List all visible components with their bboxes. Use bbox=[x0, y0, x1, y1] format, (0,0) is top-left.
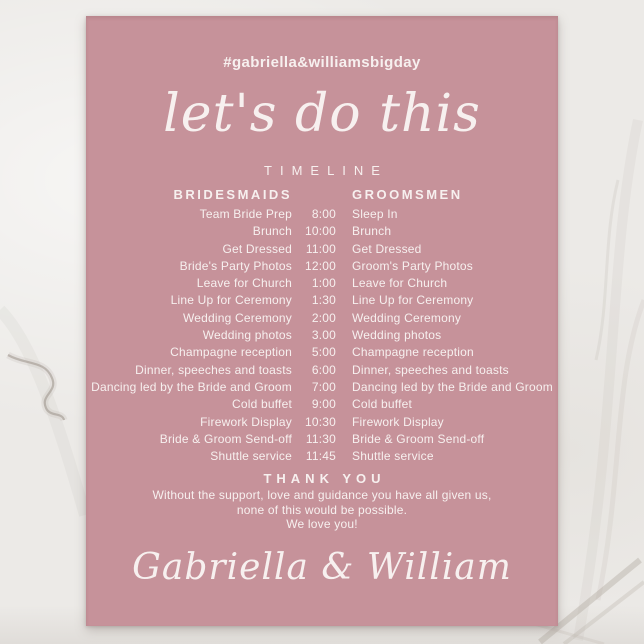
time-value: 10:30 bbox=[304, 414, 336, 429]
bridesmaids-activity: Get Dressed bbox=[222, 241, 292, 256]
bridesmaids-activity: Line Up for Ceremony bbox=[170, 293, 292, 308]
bridesmaids-activity: Shuttle service bbox=[210, 449, 292, 464]
bridesmaids-activity: Dancing led by the Bride and Groom bbox=[91, 379, 292, 394]
time-value: 12:00 bbox=[304, 258, 336, 273]
bridesmaids-activity: Bride's Party Photos bbox=[179, 258, 292, 273]
signature-names: Gabriella & William bbox=[132, 546, 512, 588]
time-value: 11:30 bbox=[305, 431, 336, 446]
timeline-row bbox=[86, 344, 558, 361]
thank-you-line: Without the support, love and guidance you have all given us, bbox=[152, 488, 492, 503]
timeline-row bbox=[86, 327, 558, 344]
bridesmaids-activity: Bride & Groom Send-off bbox=[159, 431, 292, 446]
timeline-rows bbox=[86, 206, 558, 465]
timeline-row bbox=[86, 292, 558, 309]
timeline-row bbox=[86, 431, 558, 448]
thank-you-heading: THANK YOU bbox=[263, 471, 386, 487]
bridesmaids-header: BRIDESMAIDS bbox=[173, 187, 292, 202]
time-value: 1:30 bbox=[311, 293, 336, 308]
timeline-row bbox=[86, 310, 558, 327]
bridesmaids-activity: Wedding Ceremony bbox=[182, 310, 292, 325]
marble-vein-decoration bbox=[0, 300, 100, 520]
groomsmen-activity: Leave for Church bbox=[352, 276, 448, 291]
bridesmaids-activity: Firework Display bbox=[200, 414, 292, 429]
bridesmaids-activity: Wedding photos bbox=[202, 328, 292, 343]
groomsmen-activity: Wedding photos bbox=[352, 328, 442, 343]
timeline-row bbox=[86, 379, 558, 396]
groomsmen-activity: Dinner, speeches and toasts bbox=[352, 362, 509, 377]
groomsmen-activity: Champagne reception bbox=[352, 345, 474, 360]
timeline-row bbox=[86, 206, 558, 223]
bridesmaids-activity: Team Bride Prep bbox=[199, 207, 292, 221]
groomsmen-activity: Brunch bbox=[352, 224, 392, 239]
time-value: 10:00 bbox=[304, 224, 336, 239]
groomsmen-activity: Wedding Ceremony bbox=[352, 310, 462, 325]
timeline-row bbox=[86, 258, 558, 275]
time-value: 9:00 bbox=[311, 397, 336, 412]
groomsmen-activity: Firework Display bbox=[352, 414, 444, 429]
bridesmaids-activity: Brunch bbox=[252, 224, 292, 239]
timeline-row bbox=[86, 275, 558, 292]
thank-you-line: We love you! bbox=[286, 517, 358, 532]
thank-you-message bbox=[86, 488, 558, 532]
bridesmaids-activity: Cold buffet bbox=[231, 397, 292, 412]
time-value: 5:00 bbox=[311, 345, 336, 360]
timeline-row bbox=[86, 396, 558, 413]
time-value: 3.00 bbox=[311, 328, 336, 343]
time-value: 1:00 bbox=[311, 276, 336, 291]
hashtag-text: #gabriella&williamsbigday bbox=[223, 54, 421, 71]
groomsmen-activity: Groom's Party Photos bbox=[352, 258, 473, 273]
time-value: 2:00 bbox=[311, 310, 336, 325]
groomsmen-activity: Bride & Groom Send-off bbox=[352, 431, 485, 446]
bridesmaids-activity: Dinner, speeches and toasts bbox=[135, 362, 292, 377]
timeline-row bbox=[86, 448, 558, 465]
groomsmen-activity: Dancing led by the Bride and Groom bbox=[352, 379, 553, 394]
groomsmen-activity: Get Dressed bbox=[352, 241, 422, 256]
timeline-row bbox=[86, 241, 558, 258]
groomsmen-activity: Cold buffet bbox=[352, 397, 413, 412]
timeline-row bbox=[86, 414, 558, 431]
thank-you-line: none of this would be possible. bbox=[236, 502, 408, 517]
timeline-subtitle: TIMELINE bbox=[264, 163, 388, 178]
bridesmaids-activity: Champagne reception bbox=[170, 345, 292, 360]
time-value: 7:00 bbox=[311, 379, 336, 394]
wedding-timeline-flyer bbox=[86, 16, 558, 626]
time-value: 8:00 bbox=[311, 207, 336, 221]
groomsmen-header: GROOMSMEN bbox=[352, 187, 463, 202]
timeline-row bbox=[86, 223, 558, 240]
timeline-row bbox=[86, 362, 558, 379]
time-value: 6:00 bbox=[311, 362, 336, 377]
time-value: 11:45 bbox=[305, 449, 336, 464]
marble-vein-decoration bbox=[558, 0, 644, 644]
column-headers bbox=[86, 188, 558, 202]
groomsmen-activity: Shuttle service bbox=[352, 449, 434, 464]
bridesmaids-activity: Leave for Church bbox=[196, 276, 292, 291]
title-script: let's do this bbox=[163, 84, 481, 144]
groomsmen-activity: Sleep In bbox=[352, 207, 398, 221]
time-value: 11:00 bbox=[305, 241, 336, 256]
groomsmen-activity: Line Up for Ceremony bbox=[352, 293, 474, 308]
